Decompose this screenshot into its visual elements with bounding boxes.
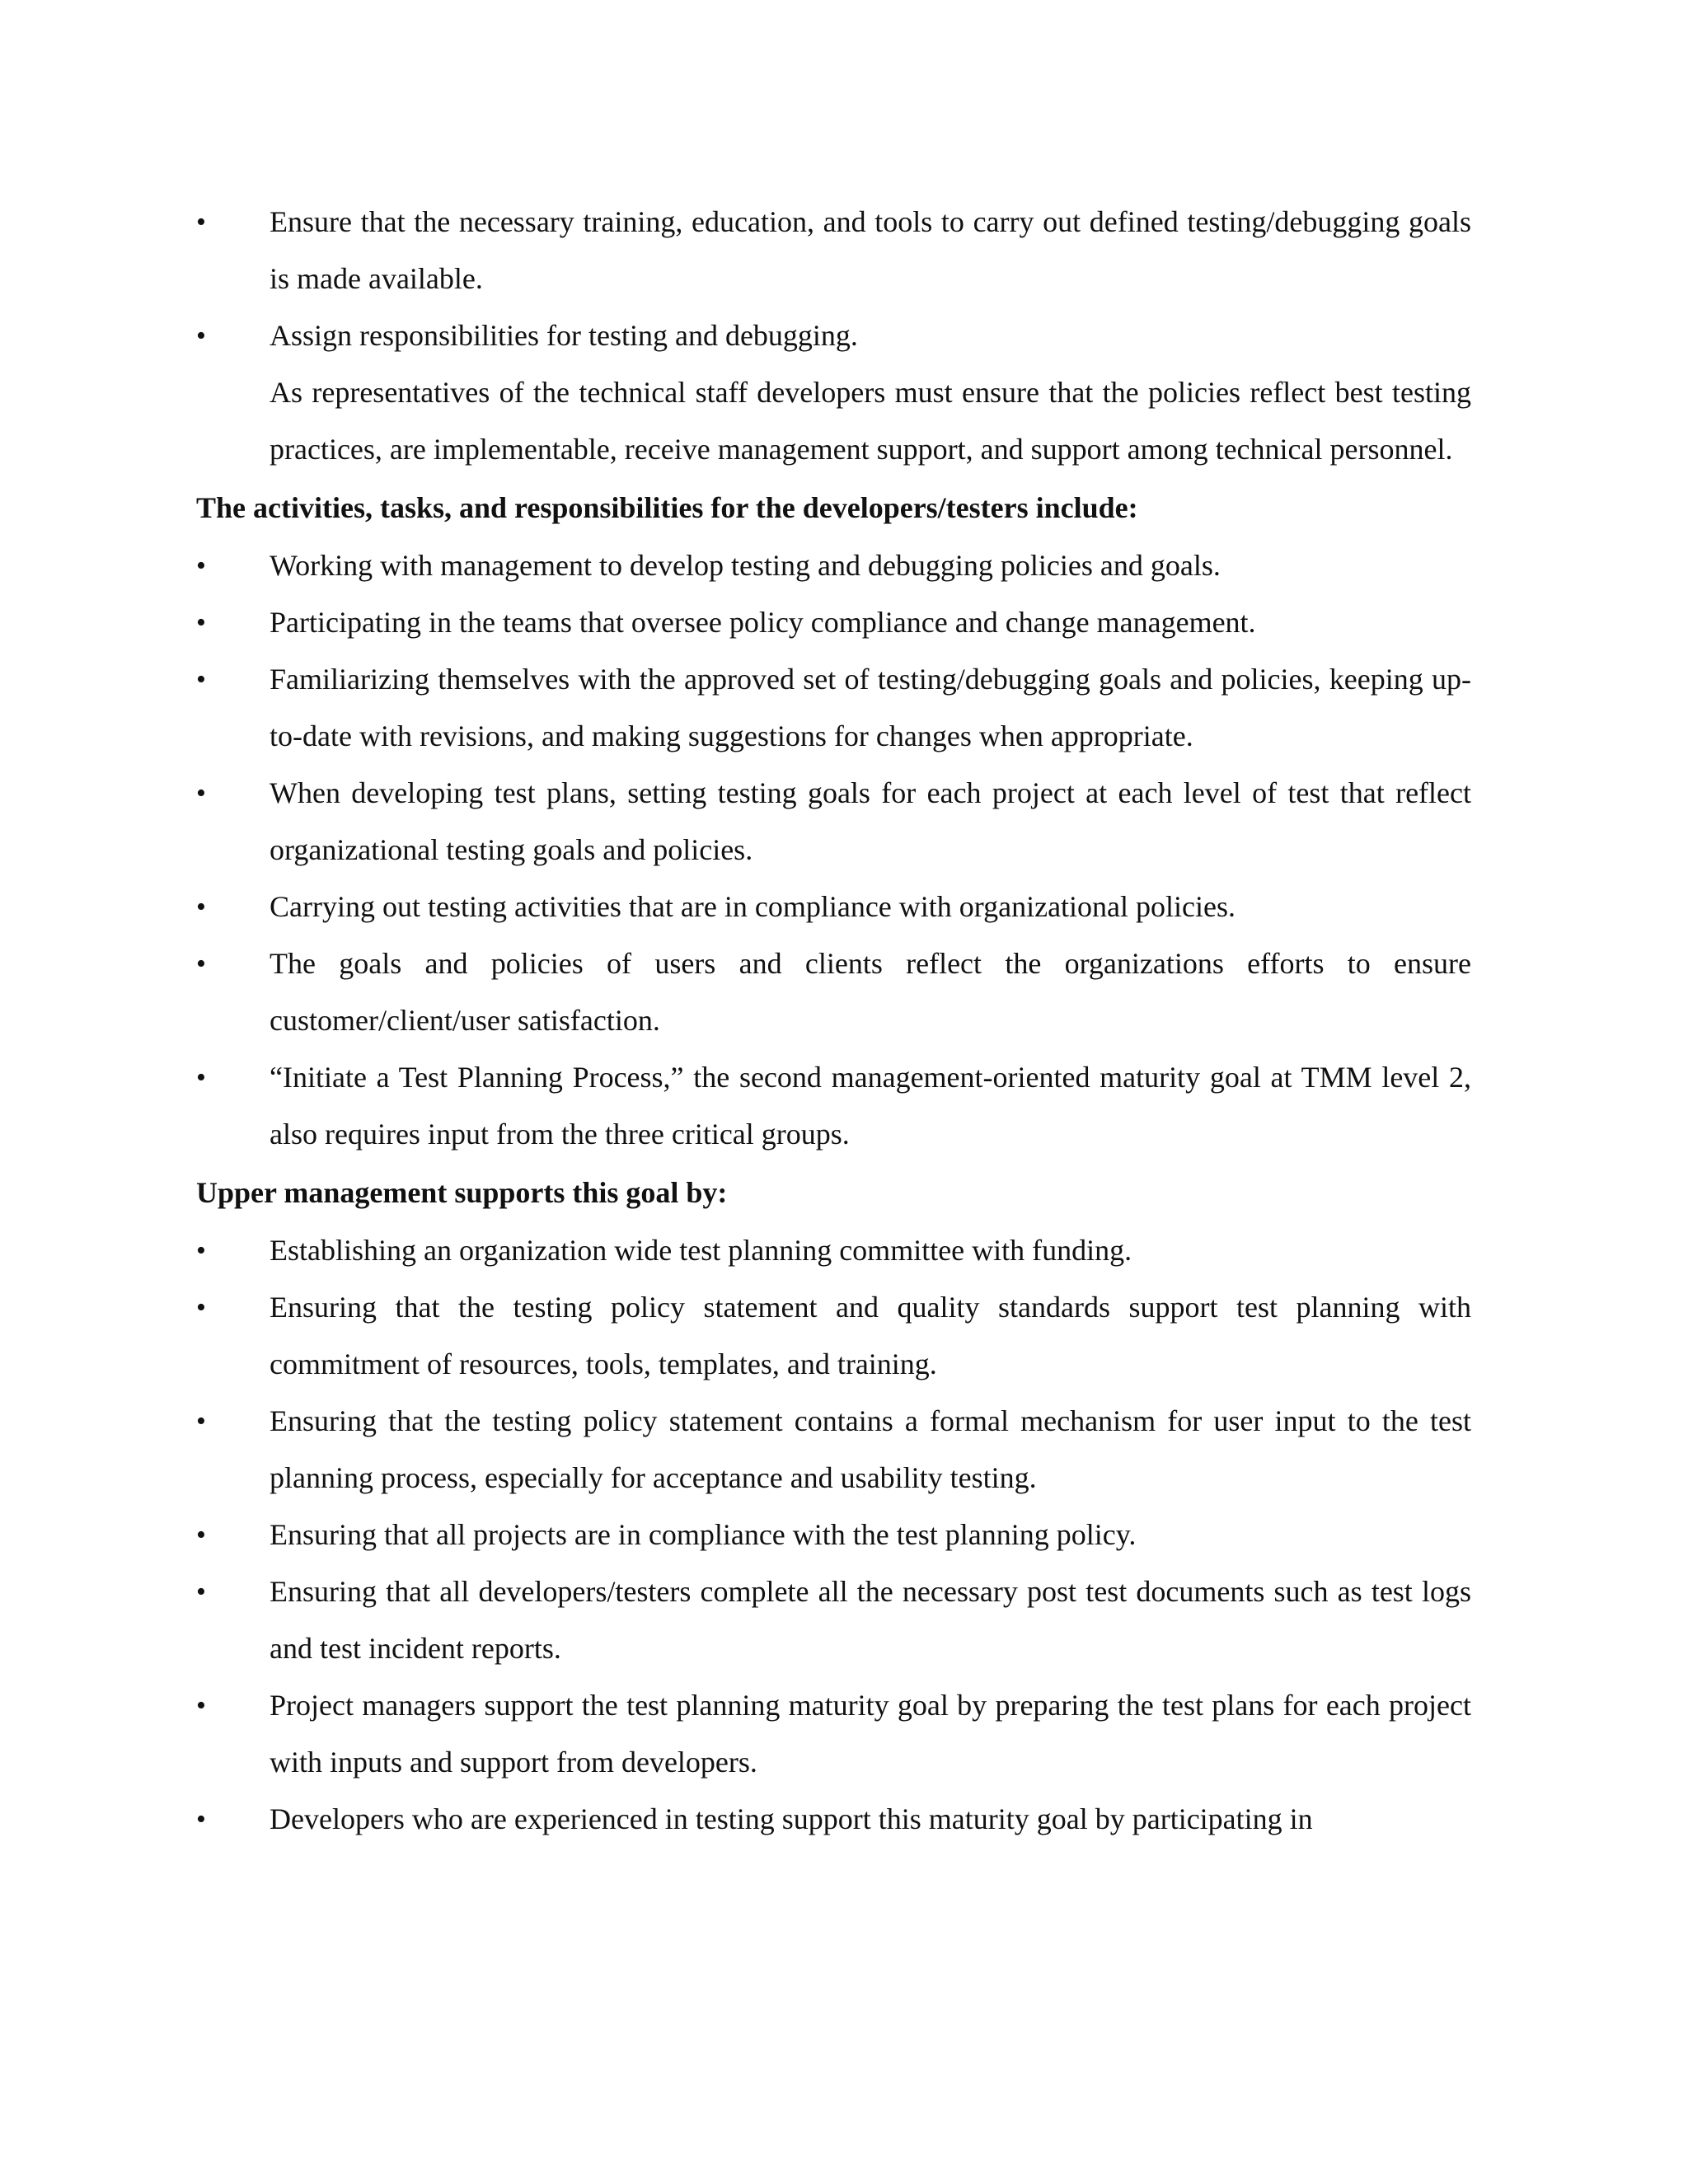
list-item (196, 1049, 1471, 1163)
bullet-icon: • (196, 207, 206, 237)
list-item-text: Ensuring that the testing policy statement contains a formal mechanism for user input to the test planning process, especially for acceptance and usability testing. (270, 1404, 1471, 1494)
upper-management-list (196, 1222, 1471, 1848)
bullet-icon: • (196, 607, 206, 638)
list-item (196, 1222, 1471, 1279)
list-item-text: Familiarizing themselves with the approved set of testing/debugging goals and policies, keeping up-to-date with revisions, and making suggestions for changes when appropriate. (270, 663, 1471, 752)
list-item (196, 307, 1471, 364)
responsibilities-list-top (196, 194, 1471, 364)
list-item (196, 194, 1471, 307)
list-item-text: Ensure that the necessary training, education, and tools to carry out defined testing/debugging goals is made available. (270, 205, 1471, 295)
list-item (196, 935, 1471, 1049)
upper-management-heading: Upper management supports this goal by: (196, 1176, 728, 1209)
technical-staff-paragraph: As representatives of the technical staff developers must ensure that the policies reflect best testing practices, are implementable, receive management support, and support among technical personnel. (270, 376, 1471, 466)
bullet-icon: • (196, 1690, 206, 1721)
list-item-text: Project managers support the test planning maturity goal by preparing the test plans for each project with inputs and support from developers. (270, 1689, 1471, 1779)
list-item (196, 537, 1471, 594)
list-item (196, 1563, 1471, 1677)
bullet-icon: • (196, 1235, 206, 1266)
list-item-text: Carrying out testing activities that are in compliance with organizational policies. (270, 890, 1236, 923)
list-item (196, 1279, 1471, 1393)
list-item-text: Ensuring that all projects are in compliance with the test planning policy. (270, 1518, 1137, 1551)
bullet-icon: • (196, 949, 206, 979)
bullet-icon: • (196, 1292, 206, 1323)
list-item (196, 1677, 1471, 1791)
bullet-icon: • (196, 892, 206, 922)
list-item (196, 879, 1471, 935)
list-item-text: The goals and policies of users and clients reflect the organizations efforts to ensure customer/client/user satisfaction. (270, 947, 1471, 1037)
list-item-text: Developers who are experienced in testing support this maturity goal by participating in (270, 1802, 1313, 1835)
bullet-icon: • (196, 321, 206, 351)
bullet-icon: • (196, 551, 206, 581)
developers-testers-heading: The activities, tasks, and responsibilities for the developers/testers include: (196, 491, 1138, 524)
document-body (196, 194, 1471, 1848)
list-item (196, 594, 1471, 651)
list-item-text: Working with management to develop testing and debugging policies and goals. (270, 549, 1221, 582)
list-item-text: Ensuring that all developers/testers complete all the necessary post test documents such as test logs and test incident reports. (270, 1575, 1471, 1665)
list-item (196, 1507, 1471, 1563)
bullet-icon: • (196, 1062, 206, 1093)
bullet-icon: • (196, 1406, 206, 1436)
bullet-icon: • (196, 1520, 206, 1550)
bullet-icon: • (196, 778, 206, 808)
list-item-text: Assign responsibilities for testing and debugging. (270, 319, 858, 352)
list-item (196, 765, 1471, 879)
list-item-text: Ensuring that the testing policy statement and quality standards support test planning with commitment of resources, tools, templates, and training. (270, 1291, 1471, 1380)
developers-testers-list (196, 537, 1471, 1163)
bullet-icon: • (196, 1804, 206, 1835)
list-item-text: Participating in the teams that oversee policy compliance and change management. (270, 606, 1256, 639)
list-item (196, 651, 1471, 765)
list-item-text: “Initiate a Test Planning Process,” the second management-oriented maturity goal at TMM level 2, also requires input from the three critical groups. (270, 1061, 1471, 1151)
list-item-text: When developing test plans, setting testing goals for each project at each level of test that reflect organizational testing goals and policies. (270, 776, 1471, 866)
bullet-icon: • (196, 664, 206, 695)
list-item (196, 1791, 1471, 1848)
list-item-text: Establishing an organization wide test planning committee with funding. (270, 1234, 1132, 1267)
bullet-icon: • (196, 1577, 206, 1607)
list-item (196, 1393, 1471, 1507)
